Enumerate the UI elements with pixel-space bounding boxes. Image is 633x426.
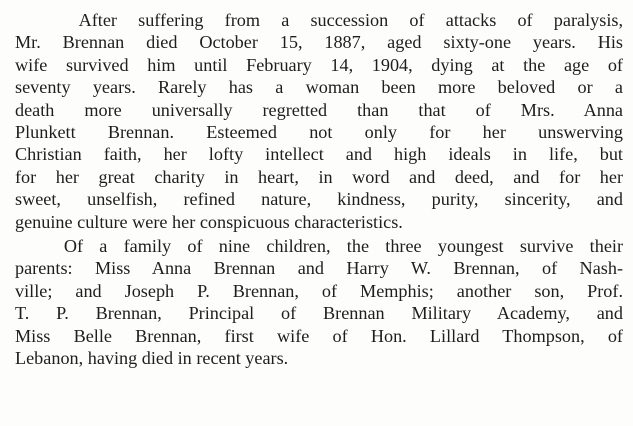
text-line: sweet, unselfish, refined nature, kindness, purity, sincerity, and [15, 189, 623, 210]
text-line: seventy years. Rarely has a woman been more beloved or a [15, 77, 623, 98]
text-line: Lebanon, having died in recent years. [15, 348, 289, 369]
text-line: for her great charity in heart, in word and deed, and for her [15, 166, 623, 187]
text-line: wife survived him until February 14, 1904, dying at the age of [15, 54, 623, 75]
body-text [15, 9, 623, 370]
text-line: parents: Miss Anna Brennan and Harry W. Brennan, of Nash- [15, 258, 623, 279]
paragraph-1 [15, 9, 623, 233]
text-line: Of a family of nine children, the three youngest survive their [15, 236, 623, 257]
text-line: death more universally regretted than that of Mrs. Anna [15, 99, 623, 120]
text-line: Miss Belle Brennan, first wife of Hon. Lillard Thompson, of [15, 325, 623, 346]
text-line: Christian faith, her lofty intellect and high ideals in life, but [15, 144, 623, 165]
text-line: T. P. Brennan, Principal of Brennan Military Academy, and [15, 303, 623, 324]
text-line: Mr. Brennan died October 15, 1887, aged sixty-one years. His [15, 32, 623, 53]
text-line: Plunkett Brennan. Esteemed not only for her unswerving [15, 122, 623, 143]
text-line: genuine culture were her conspicuous characteristics. [15, 211, 403, 232]
text-line: ville; and Joseph P. Brennan, of Memphis; another son, Prof. [15, 280, 623, 301]
text-line: After suffering from a succession of attacks of paralysis, [15, 10, 623, 30]
paragraph-2 [15, 235, 623, 369]
